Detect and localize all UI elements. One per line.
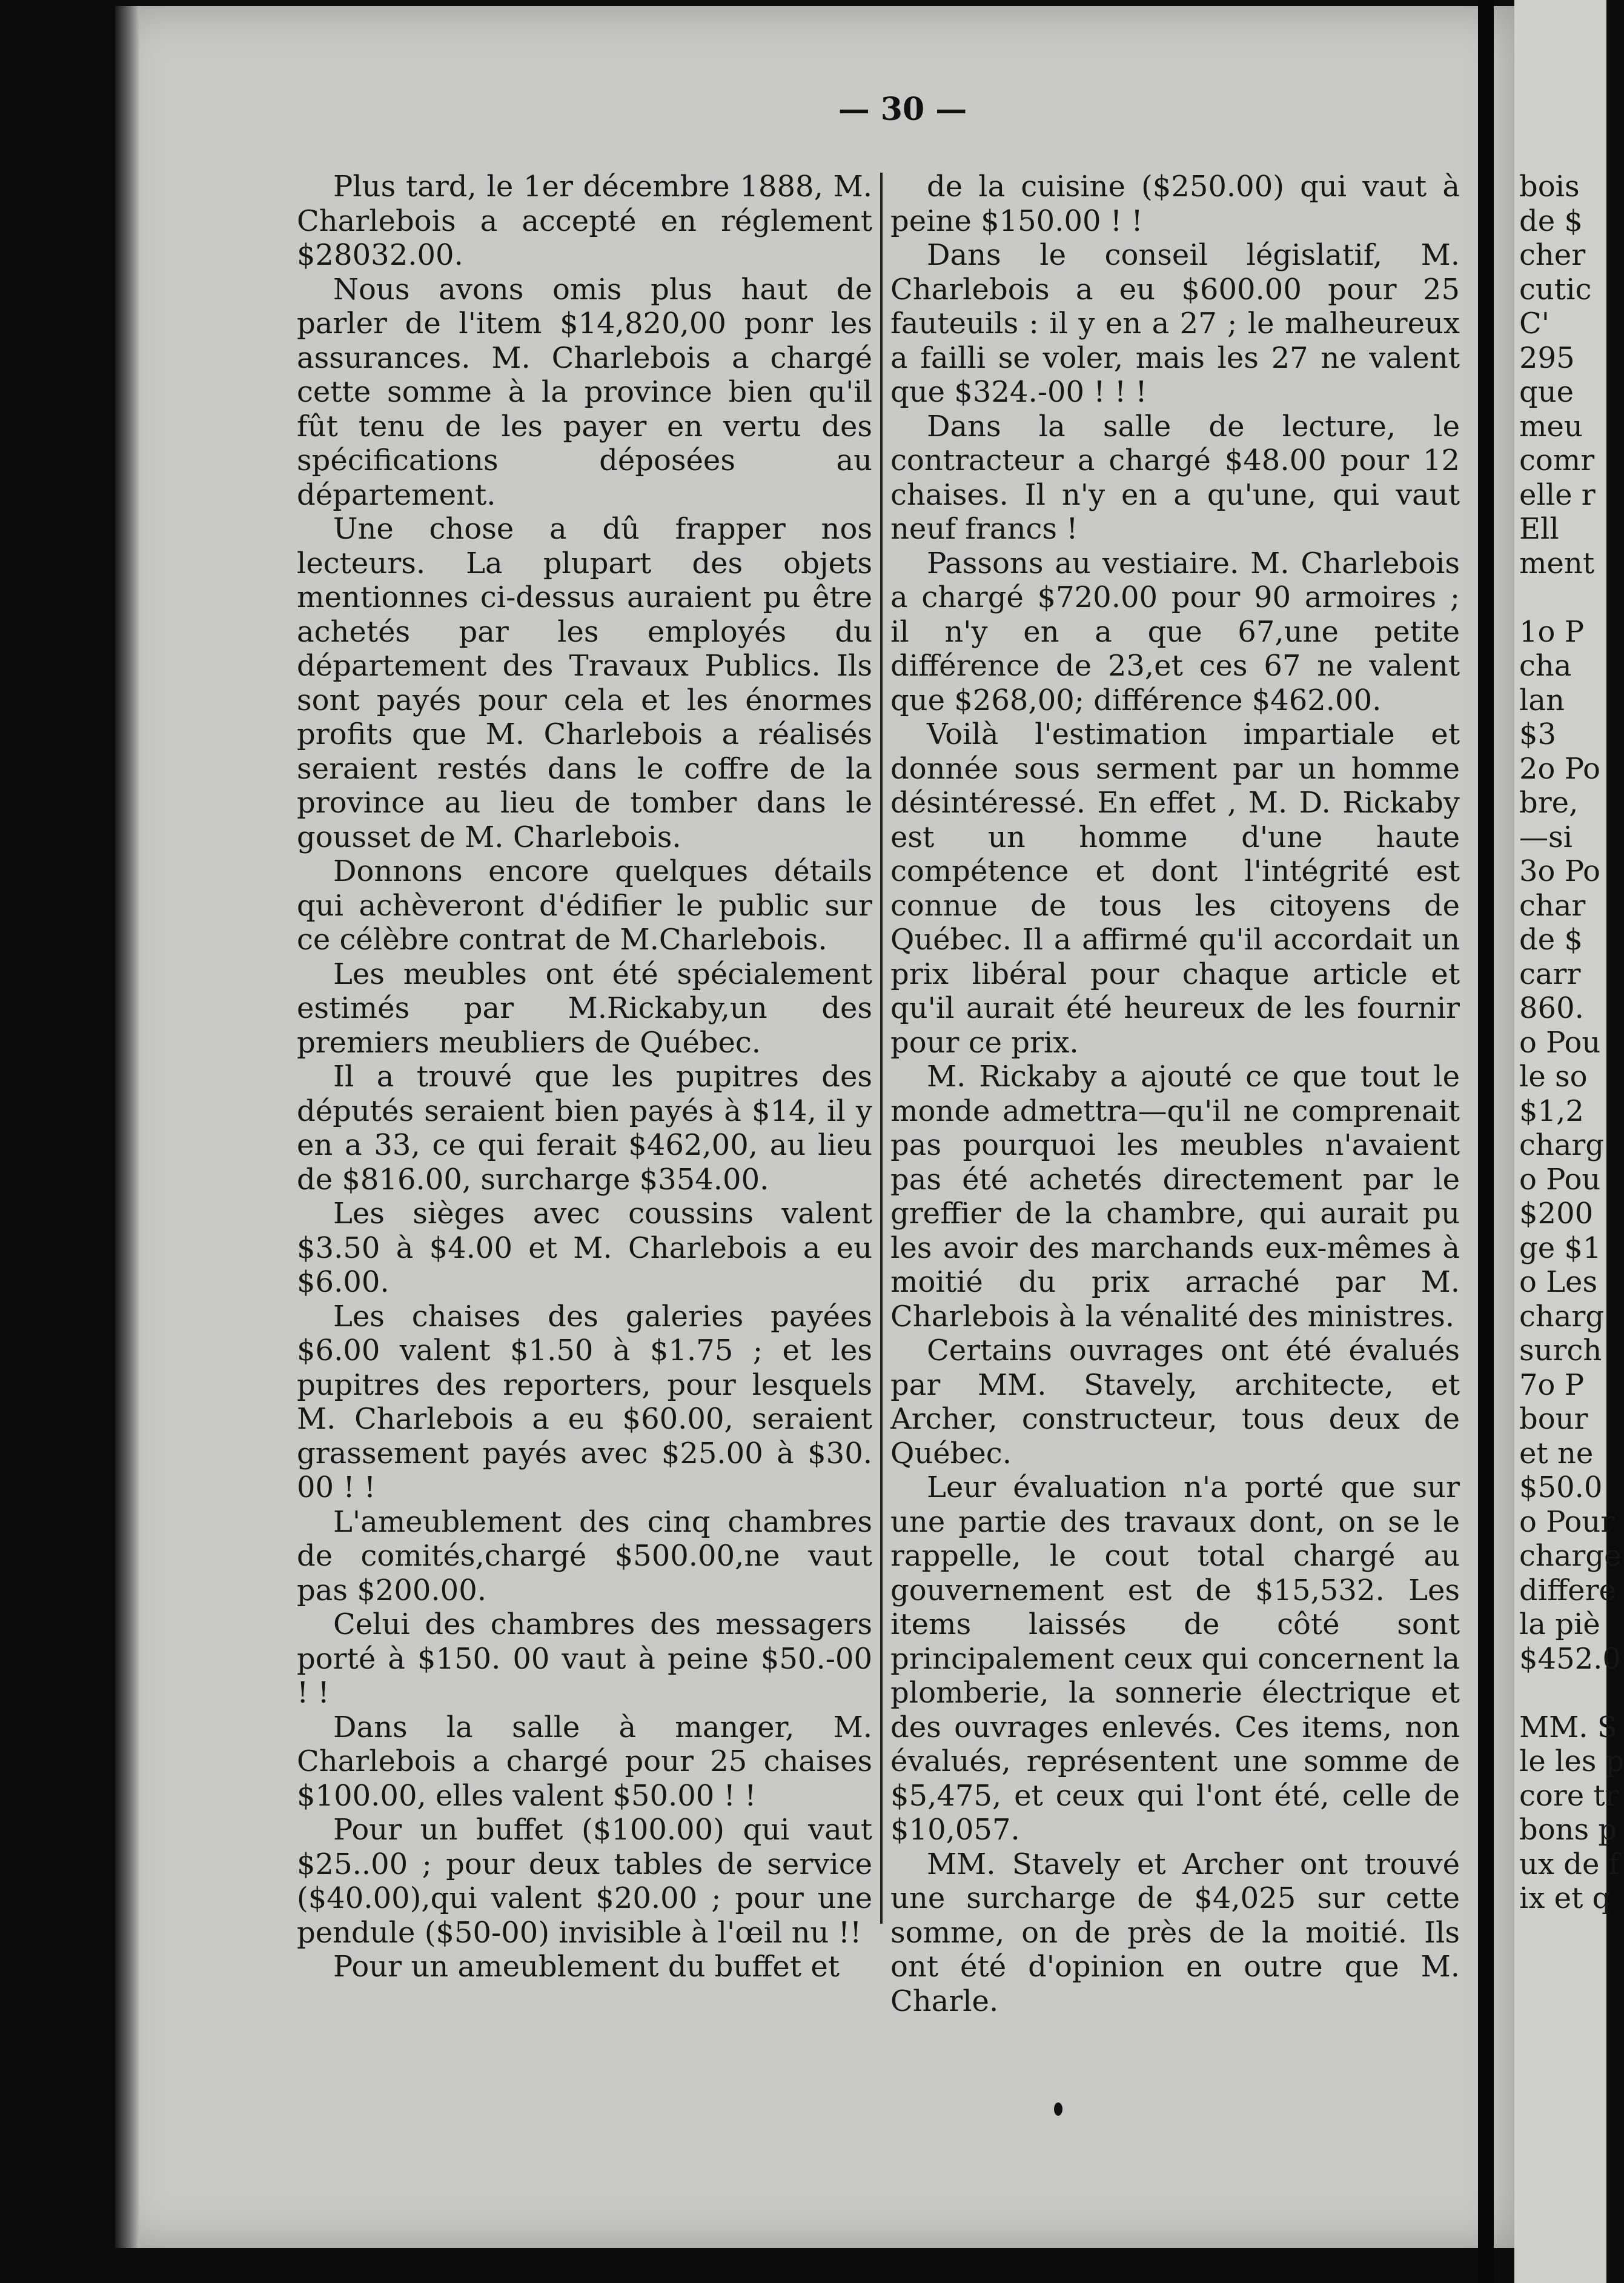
paragraph: Les meubles ont été spécialement estimés par M.Rickaby,un des premiers meubliers de Québec.	[297, 957, 872, 1060]
adjacent-page-line: $200	[1519, 1197, 1594, 1231]
adjacent-page-line: cha	[1519, 649, 1572, 683]
paragraph: Dans le conseil législatif, M. Charlebois a eu $600.00 pour 25 fauteuils : il y en a 27 ; le malheureux a failli se voler, mais les 27 ne valent que $324.-00 ! ! !	[890, 238, 1460, 409]
adjacent-page-line: charg	[1519, 1128, 1605, 1162]
adjacent-page-line: —si	[1519, 820, 1573, 854]
adjacent-page-line: de $	[1519, 923, 1583, 957]
paragraph: Les chaises des galeries payées $6.00 valent $1.50 à $1.75 ; et les pupitres des reporters, pour lesquels M. Charlebois a eu $60.00, seraient grassement payés avec $25.00 à $30. 00 ! !	[297, 1299, 872, 1504]
paragraph: Dans la salle de lecture, le contracteur a chargé $48.00 pour 12 chaises. Il n'y en a qu'une, qui vaut neuf francs !	[890, 409, 1460, 546]
adjacent-page-line: 295	[1519, 341, 1575, 375]
adjacent-page-line: ge $1	[1519, 1231, 1602, 1265]
right-text-column	[890, 170, 1460, 2018]
adjacent-page-line: 3o Po	[1519, 854, 1600, 888]
adjacent-page-line: o Pour	[1519, 1504, 1615, 1539]
adjacent-page-line: o Pou	[1519, 1162, 1601, 1197]
adjacent-page-line: char	[1519, 888, 1586, 923]
paragraph: Pour un ameublement du buffet et	[333, 1950, 840, 1984]
page-number: — 30 —	[838, 91, 967, 128]
ink-spot	[1054, 2102, 1062, 2116]
paragraph: Passons au vestiaire. M. Charlebois a chargé $720.00 pour 90 armoires ; il n'y en a que 67,une petite différence de 23,et ces 67 ne valent que $268,00; différence $462.00.	[890, 546, 1460, 717]
column-rule	[880, 173, 883, 1924]
paragraph: Dans la salle à manger, M. Charlebois a chargé pour 25 chaises $100.00, elles valent $50.00 ! !	[297, 1710, 872, 1813]
paragraph: de la cuisine ($250.00) qui vaut à peine $150.00 ! !	[890, 170, 1460, 238]
adjacent-page-text	[1519, 170, 1624, 1916]
adjacent-page-line: lan	[1519, 683, 1565, 717]
page-binding-shadow	[115, 6, 139, 2248]
adjacent-page-line: ix et q	[1519, 1881, 1611, 1915]
paragraph: MM. Stavely et Archer ont trouvé une surcharge de $4,025 sur cette somme, on de près de la moitié. Ils ont été d'opinion en outre que M. Charle.	[890, 1847, 1460, 2018]
adjacent-page-line: C'	[1519, 307, 1549, 341]
paragraph: Certains ouvrages ont été évalués par MM. Stavely, architecte, et Archer, constructeur, tous deux de Québec.	[890, 1334, 1460, 1470]
adjacent-page-line: core tr	[1519, 1778, 1619, 1813]
adjacent-page-line: o Les	[1519, 1265, 1598, 1299]
adjacent-page-line: Ell	[1519, 512, 1559, 546]
adjacent-page-line: le so	[1519, 1060, 1588, 1094]
adjacent-page-line: cutic	[1519, 272, 1592, 307]
adjacent-page-line: bre,	[1519, 786, 1579, 820]
adjacent-page-line: meu	[1519, 409, 1583, 444]
adjacent-page-line: et ne	[1519, 1436, 1594, 1470]
paragraph: L'ameublement des cinq chambres de comités,chargé $500.00,ne vaut pas $200.00.	[297, 1504, 872, 1607]
adjacent-page-line	[1519, 580, 1610, 615]
adjacent-page-line: ment	[1519, 546, 1595, 580]
adjacent-page-line: que	[1519, 375, 1574, 409]
adjacent-page-line: bois	[1519, 170, 1580, 204]
paragraph: M. Rickaby a ajouté ce que tout le monde admettra—qu'il ne comprenait pas pourquoi les meubles n'avaient pas été achetés directement par le greffier de la chambre, qui aurait pu les avoir des marchands eux-mêmes à moitié du prix arraché par M. Charlebois à la vénalité des ministres.	[890, 1060, 1460, 1334]
adjacent-page-line: elle r	[1519, 477, 1596, 512]
paragraph: Celui des chambres des messagers porté à $150. 00 vaut à peine $50.-00 ! !	[297, 1607, 872, 1710]
adjacent-page-line: ux de f	[1519, 1847, 1620, 1881]
adjacent-page-line: $50.0	[1519, 1470, 1603, 1504]
adjacent-page-line: cher	[1519, 238, 1586, 272]
adjacent-page-line: $452.0	[1519, 1641, 1621, 1676]
adjacent-page	[1514, 0, 1624, 2283]
paragraph: Donnons encore quelques détails qui achèveront d'édifier le public sur ce célèbre contrat de M.Charlebois.	[297, 854, 872, 957]
adjacent-page-line: o Pou	[1519, 1025, 1601, 1060]
adjacent-page-line: le les p	[1519, 1744, 1624, 1778]
adjacent-page-line: charg	[1519, 1299, 1605, 1334]
adjacent-page-line: $3	[1519, 717, 1557, 751]
paragraph: Pour un buffet ($100.00) qui vaut $25..00 ; pour deux tables de service ($40.00),qui valent $20.00 ; pour une pendule ($50-00) invisible à l'œil nu !!	[297, 1813, 872, 1950]
adjacent-page-line: MM. S	[1519, 1710, 1617, 1744]
left-text-column	[297, 170, 872, 1984]
paragraph: Nous avons omis plus haut de parler de l'item $14,820,00 ponr les assurances. M. Charlebois a chargé cette somme à la province bien qu'il fût tenu de les payer en vertu des spécifications déposées au département.	[297, 272, 872, 512]
adjacent-page-line: carr	[1519, 957, 1581, 991]
adjacent-page-line: comr	[1519, 444, 1595, 477]
adjacent-page-line: $1,2	[1519, 1094, 1584, 1128]
page-gutter	[1478, 0, 1494, 2283]
adjacent-page-line: 1o P	[1519, 614, 1584, 649]
paragraph: Plus tard, le 1er décembre 1888, M. Charlebois a accepté en réglement $28032.00.	[297, 170, 872, 272]
adjacent-page-line: 7o P	[1519, 1367, 1584, 1402]
adjacent-page-line: 860.	[1519, 991, 1584, 1025]
paragraph: Il a trouvé que les pupitres des députés seraient bien payés à $14, il y en a 33, ce qui ferait $462,00, au lieu de $816.00, surcharge $354.00.	[297, 1060, 872, 1197]
adjacent-page-line: surch	[1519, 1334, 1602, 1367]
adjacent-page-line: 2o Po	[1519, 751, 1600, 786]
paragraph: Une chose a dû frapper nos lecteurs. La plupart des objets mentionnes ci-dessus auraient pu être achetés par les employés du département des Travaux Publics. Ils sont payés pour cela et les énormes profits que M. Charlebois a réalisés seraient restés dans le coffre de la province au lieu de tomber dans le gousset de M. Charlebois.	[297, 512, 872, 854]
paragraph: Leur évaluation n'a porté que sur une partie des travaux dont, on se le rappelle, le cout total chargé au gouvernement est de $15,532. Les items laissés de côté sont principalement ceux qui concernent la plomberie, la sonnerie électrique et des ouvrages enlevés. Ces items, non évalués, représentent une somme de $5,475, et ceux qui l'ont été, celle de $10,057.	[890, 1470, 1460, 1847]
adjacent-page-line: bour	[1519, 1402, 1588, 1436]
adjacent-page-line: charge	[1519, 1539, 1622, 1573]
adjacent-page-line	[1519, 1676, 1610, 1710]
paragraph: Voilà l'estimation impartiale et donnée sous serment par un homme désintéressé. En effet , M. D. Rickaby est un homme d'une haute compétence et dont l'intégrité est connue de tous les citoyens de Québec. Il a affirmé qu'il accordait un prix libéral pour chaque article et qu'il aurait été heureux de les fournir pour ce prix.	[890, 717, 1460, 1060]
paragraph: Les sièges avec coussins valent $3.50 à $4.00 et M. Charlebois a eu $6.00.	[297, 1197, 872, 1299]
adjacent-page-line: de $	[1519, 204, 1583, 238]
adjacent-page-line: la piè	[1519, 1607, 1600, 1641]
adjacent-page-line: differe	[1519, 1573, 1616, 1607]
adjacent-page-line: bons p	[1519, 1813, 1617, 1847]
